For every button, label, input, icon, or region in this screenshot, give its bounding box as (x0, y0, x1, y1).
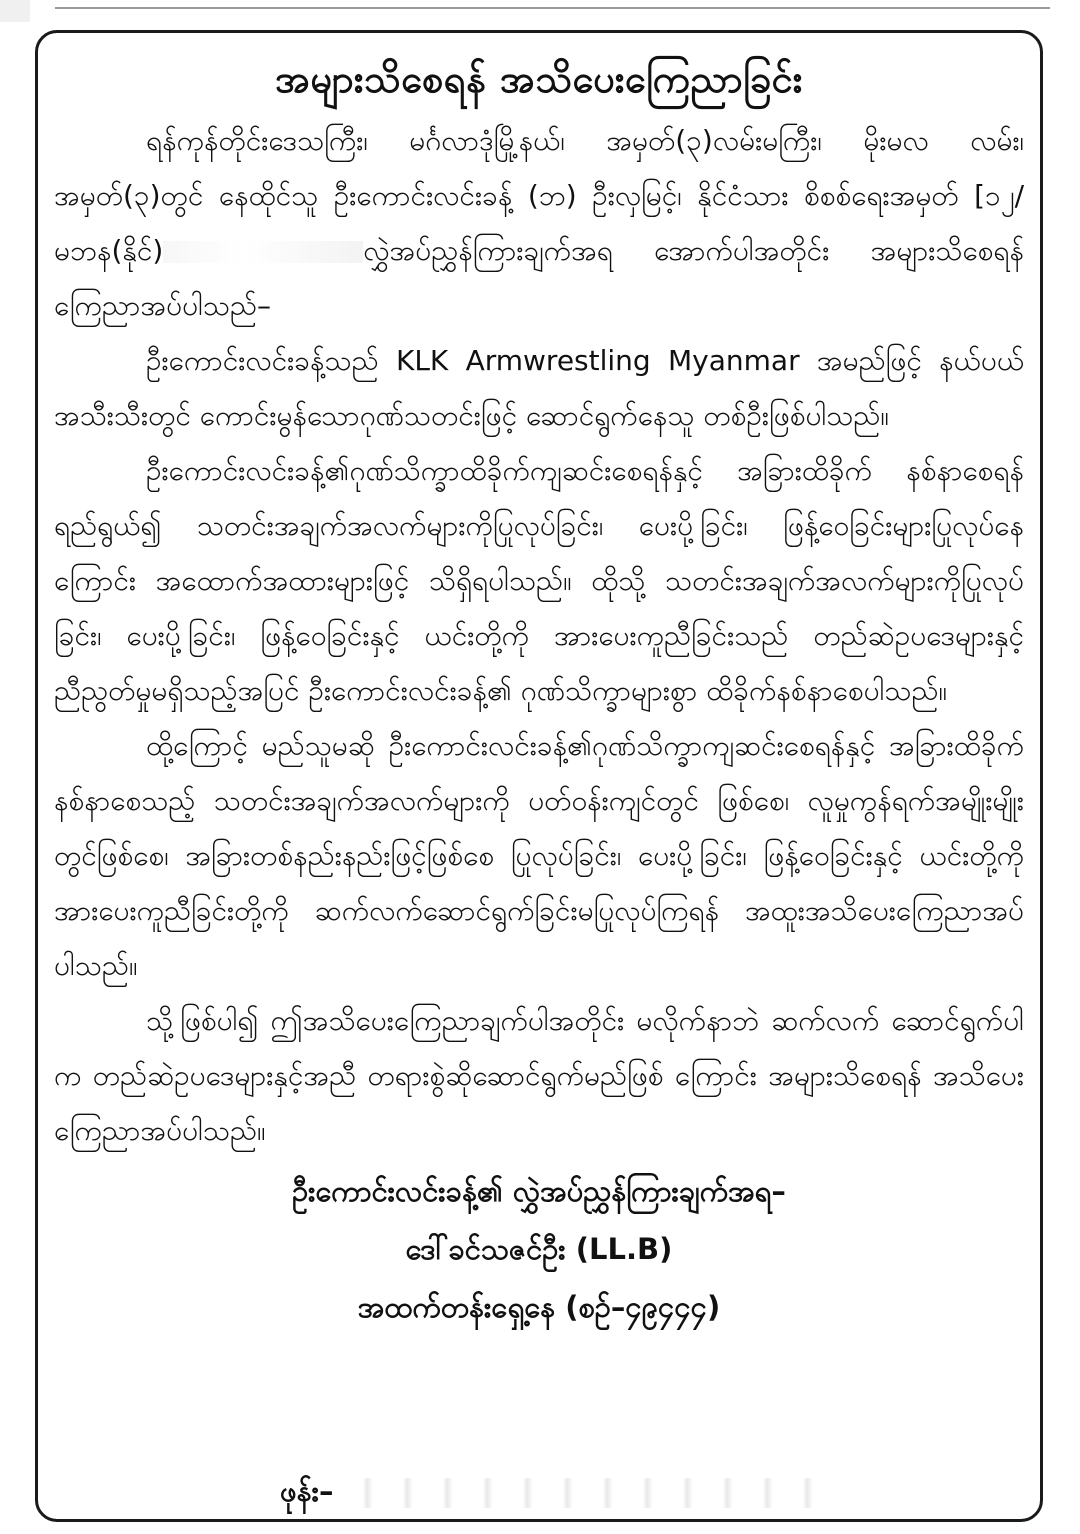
signature-authorization: ဦးကောင်းလင်းခန့်၏ လွှဲအပ်ညွှန်ကြားချက်အရ– (292, 1174, 786, 1208)
page-top-rule (55, 7, 1050, 9)
signature-block (54, 1162, 1024, 1336)
notice-title: အများသိစေရန် အသိပေးကြေညာခြင်း (275, 57, 803, 101)
paragraph-1-text-start: ရန်ကုန်တိုင်းဒေသကြီး၊ မင်္ဂလာဒုံမြို့နယ်၊ အမှတ်(၃)လမ်းမကြီး၊ မိုးမလ လမ်း၊ အမှတ်(၃)တွင် နေထိုင်သူ ဦးကောင်းလင်းခန့် (ဘ) ဦးလှမြင့်၊ နိုင်ငံသား စိစစ်ရေးအမှတ် [၁၂/မဘန(နိုင်) (54, 124, 1024, 267)
phone-line (280, 1471, 813, 1511)
notice-paragraph-1 (54, 113, 1024, 333)
phone-label: ဖုန်း– (280, 1474, 334, 1508)
redacted-id-number (163, 241, 363, 263)
notice-frame (35, 30, 1043, 1522)
redacted-phone-number (333, 1478, 813, 1508)
notice-paragraph-3: ဦးကောင်းလင်းခန့်၏ဂုဏ်သိက္ခာထိခိုက်ကျဆင်းစေရန်နှင့် အခြားထိခိုက် နစ်နာစေရန်ရည်ရွယ်၍ သတင်းအချက်အလက်များကိုပြုလုပ်ခြင်း၊ ပေးပို့ခြင်း၊ ဖြန့်ဝေခြင်းများပြုလုပ်နေကြောင်း အထောက်အထားများဖြင့် သိရှိရပါသည်။ ထိုသို့ သတင်းအချက်အလက်များကိုပြုလုပ်ခြင်း၊ ပေးပို့ခြင်း၊ ဖြန့်ဝေခြင်းနှင့် ယင်းတို့ကို အားပေးကူညီခြင်းသည် တည်ဆဲဥပဒေများနှင့် ညီညွတ်မှုမရှိသည့်အပြင် ဦးကောင်းလင်းခန့်၏ ဂုဏ်သိက္ခာများစွာ ထိခိုက်နစ်နာစေပါသည်။ (54, 454, 1024, 707)
paragraph-1-text-end: လွှဲအပ်ညွှန်ကြားချက်အရ အောက်ပါအတိုင်း အများသိစေရန် ကြေညာအပ်ပါသည်– (54, 234, 1024, 322)
window-corner (0, 0, 30, 22)
notice-paragraph-4: ထို့ကြောင့် မည်သူမဆို ဦးကောင်းလင်းခန့်၏ဂုဏ်သိက္ခာကျဆင်းစေရန်နှင့် အခြားထိခိုက်နစ်နာစေသည့် သတင်းအချက်အလက်များကို ပတ်ဝန်းကျင်တွင် ဖြစ်စေ၊ လူမှုကွန်ရက်အမျိုးမျိုးတွင်ဖြစ်စေ၊ အခြားတစ်နည်းနည်းဖြင့်ဖြစ်စေ ပြုလုပ်ခြင်း၊ ပေးပို့ခြင်း၊ ဖြန့်ဝေခြင်းနှင့် ယင်းတို့ကို အားပေးကူညီခြင်းတို့ကို ဆက်လက်ဆောင်ရွက်ခြင်းမပြုလုပ်ကြရန် အထူးအသိပေးကြေညာအပ်ပါသည်။ (54, 729, 1024, 982)
notice-paragraph-2: ဦးကောင်းလင်းခန့်သည် KLK Armwrestling Myanmar အမည်ဖြင့် နယ်ပယ်အသီးသီးတွင် ကောင်းမွန်သောဂုဏ်သတင်းဖြင့် ဆောင်ရွက်နေသူ တစ်ဦးဖြစ်ပါသည်။ (54, 344, 1024, 432)
signature-lawyer-title: အထက်တန်းရှေ့နေ (စဥ်–၄၉၄၄၄) (357, 1290, 721, 1324)
signature-lawyer-name: ဒေါ်ခင်သဇင်ဦး (LL.B) (405, 1232, 673, 1266)
notice-paragraph-5: သို့ဖြစ်ပါ၍ ဤအသိပေးကြေညာချက်ပါအတိုင်း မလိုက်နာဘဲ ဆက်လက် ဆောင်ရွက်ပါက တည်ဆဲဥပဒေများနှင့်အညီ တရားစွဲဆိုဆောင်ရွက်မည်ဖြစ် ကြောင်း အများသိစေရန် အသိပေးကြေညာအပ်ပါသည်။ (54, 1004, 1024, 1147)
